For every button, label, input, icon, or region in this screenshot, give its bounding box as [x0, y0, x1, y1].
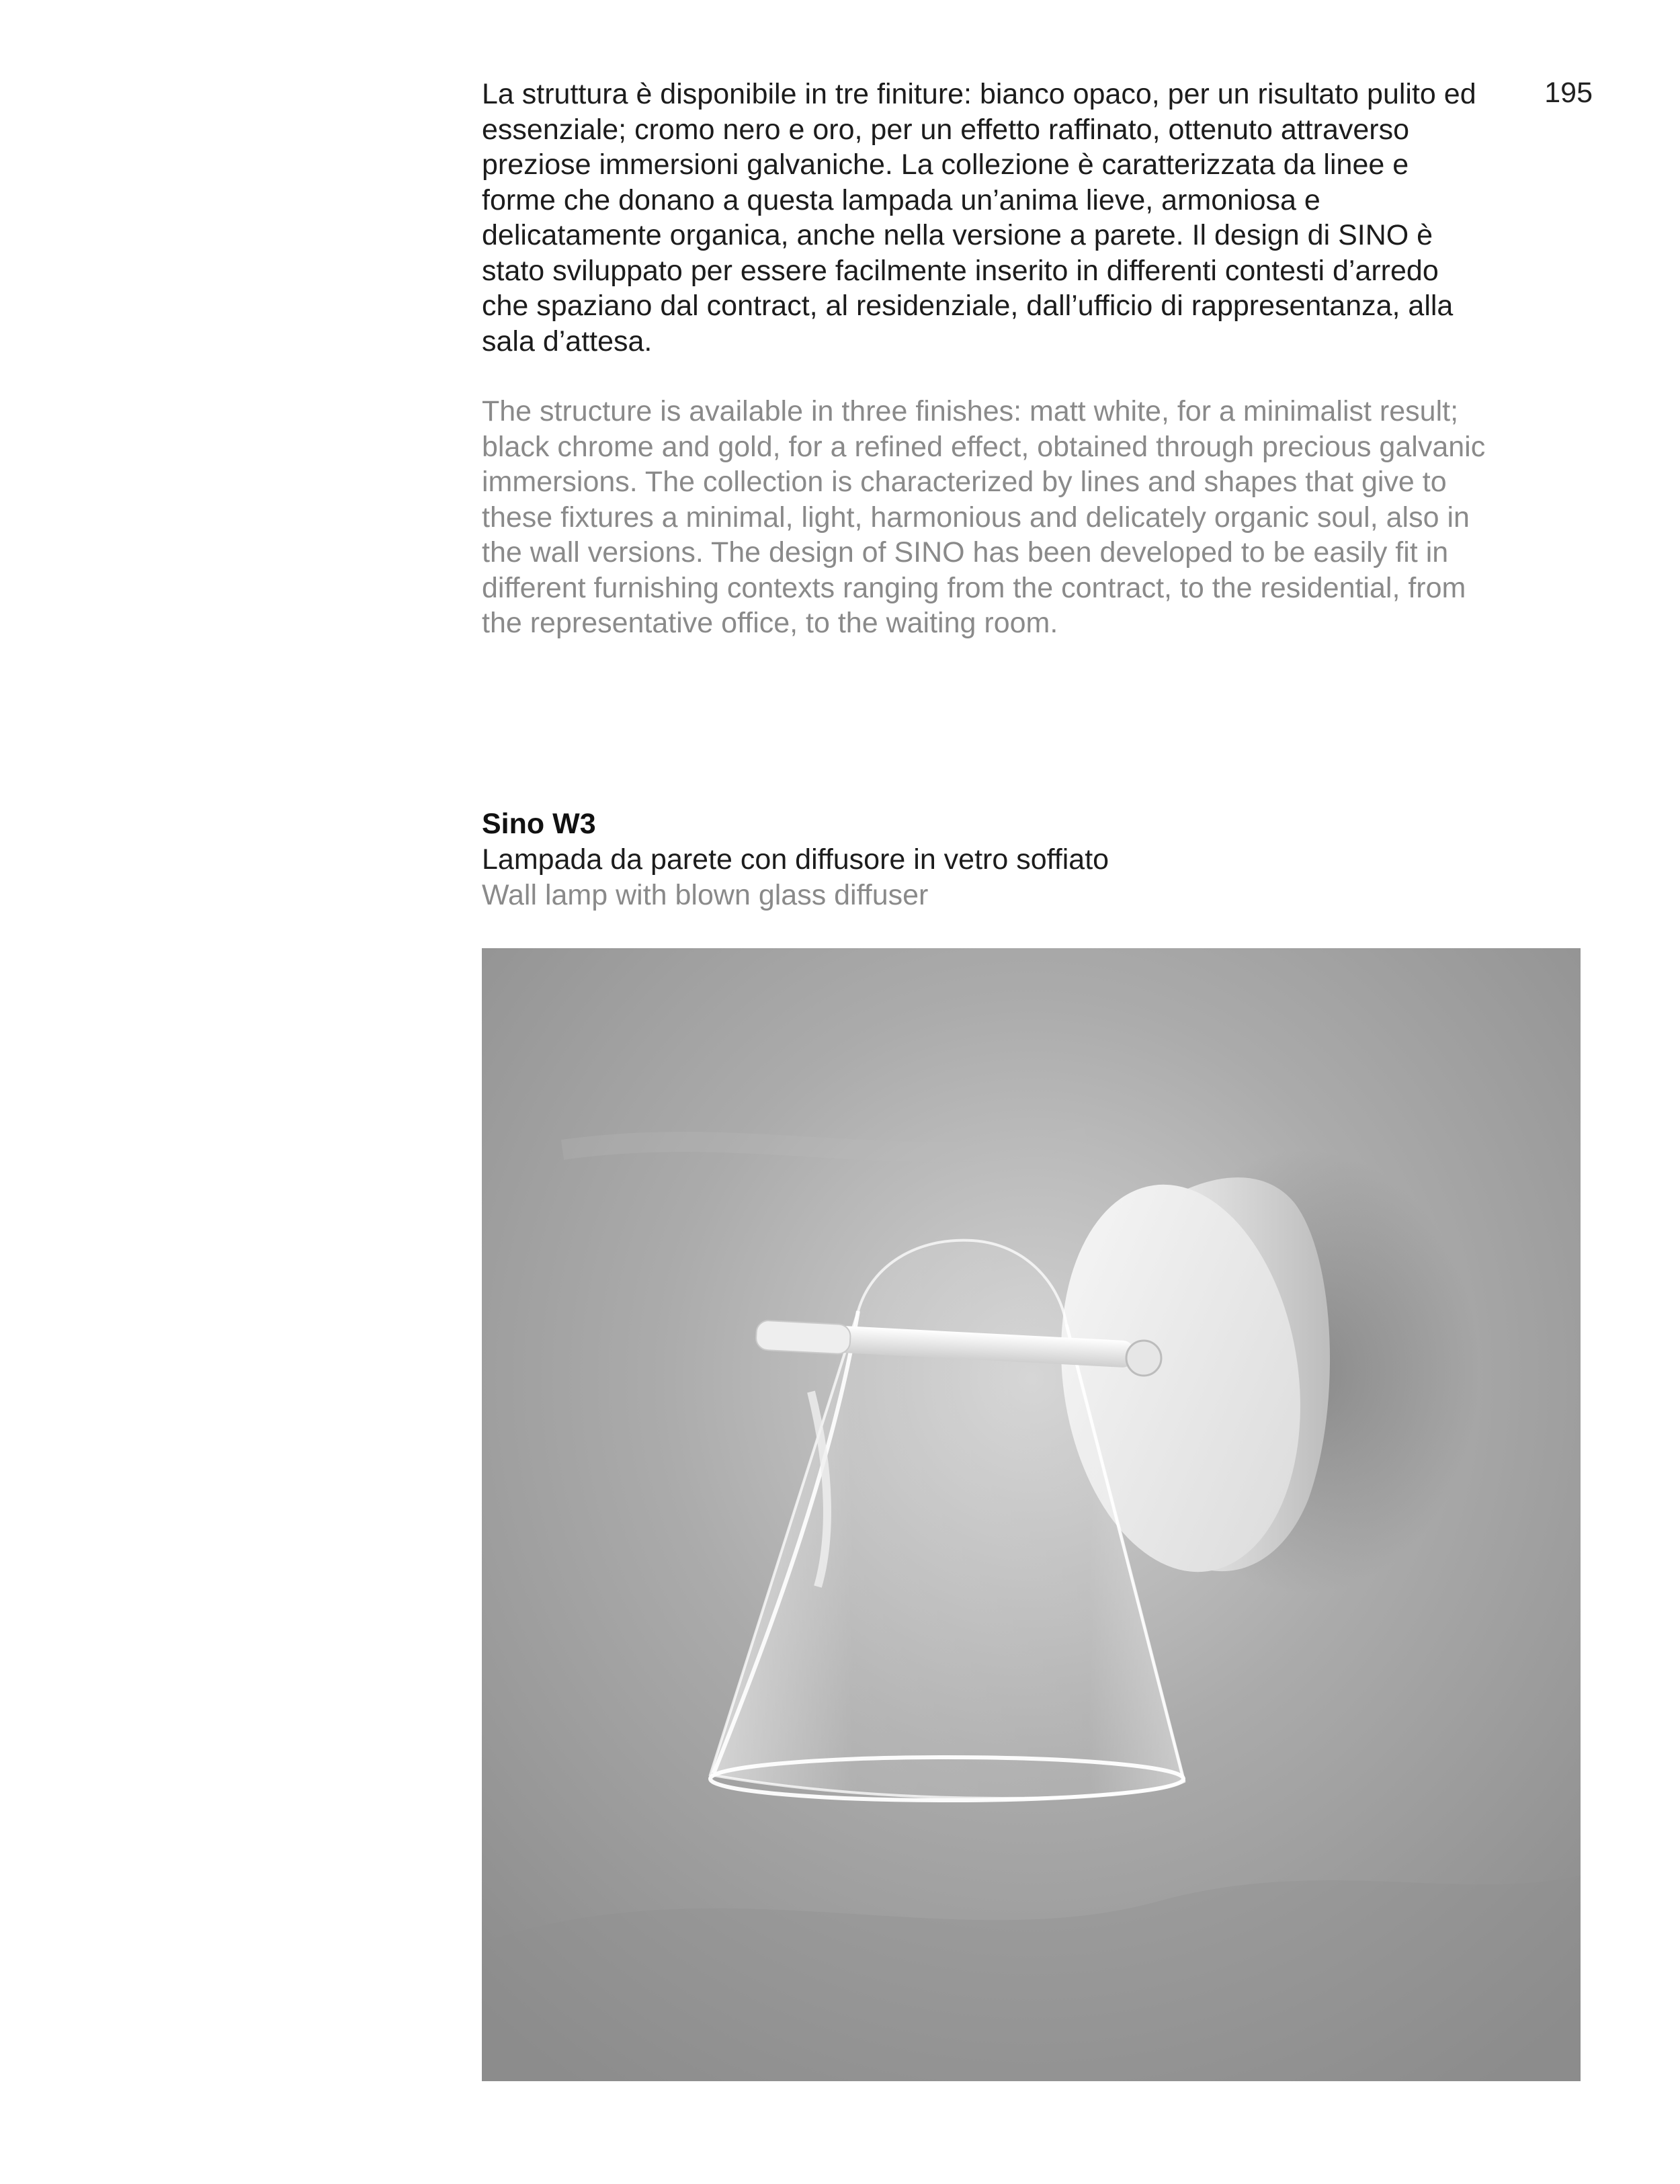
product-name: Sino W3	[482, 808, 596, 840]
wall-lamp-illustration	[482, 948, 1581, 2081]
product-subtitle-italian: Lampada da parete con diffusore in vetro soffiato	[482, 843, 1109, 876]
product-subtitle-english: Wall lamp with blown glass diffuser	[482, 879, 929, 911]
intro-text	[482, 75, 1490, 641]
intro-paragraph-english: The structure is available in three finishes: matt white, for a minimalist result; black chrome and gold, for a refined effect, obtained through precious galvanic immersions. The collection is characterized by lines and shapes that give to these fixtures a minimal, light, harmonious and delicately organic soul, also in the wall versions. The design of SINO has been developed to be easily fit in different furnishing contexts ranging from the contract, to the residential, from the representative office, to the waiting room.	[482, 395, 1486, 639]
light-source	[755, 1320, 851, 1354]
product-photo	[482, 948, 1581, 2081]
intro-paragraph-italian: La struttura è disponibile in tre finiture: bianco opaco, per un risultato pulito ed essenziale; cromo nero e oro, per un effetto raffinato, ottenuto attraverso preziose immersioni galvaniche. La collezione è caratterizzata da linee e forme che donano a questa lampada un’anima lieve, armoniosa e delicatamente organica, anche nella versione a parete. Il design di SINO è stato sviluppato per essere facilmente inserito in differenti contesti d’arredo che spaziano dal contract, al residenziale, dall’ufficio di rappresentanza, alla sala d’attesa.	[482, 78, 1476, 358]
product-heading	[482, 806, 1557, 913]
arm-joint	[1126, 1341, 1161, 1376]
page-number: 195	[1544, 77, 1593, 109]
